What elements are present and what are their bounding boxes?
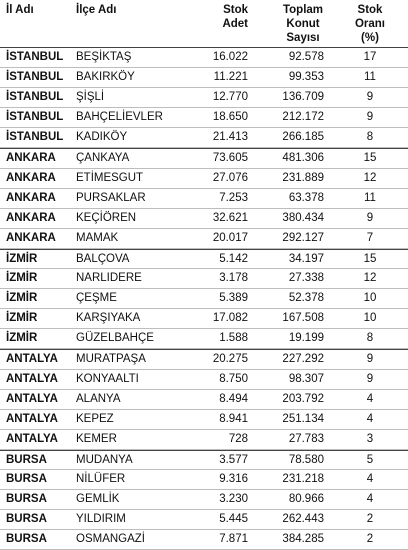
cell-il-adi: İZMİR [6, 332, 38, 345]
table-row [0, 169, 408, 189]
cell-stok-orani: 9 [366, 353, 374, 366]
cell-il-adi: ANTALYA [6, 432, 58, 445]
cell-ilce-adi: YILDIRIM [76, 513, 126, 526]
cell-stok-adet: 5.142 [219, 252, 248, 265]
cell-toplam-konut: 231.218 [282, 472, 324, 485]
cell-il-adi: ANKARA [6, 231, 56, 244]
cell-stok-orani: 9 [366, 91, 374, 104]
table-row [0, 48, 408, 68]
cell-il-adi: BURSA [6, 533, 47, 546]
cell-ilce-adi: BAHÇELİEVLER [76, 111, 163, 124]
cell-toplam-konut: 212.172 [282, 111, 324, 124]
cell-ilce-adi: KADIKÖY [76, 131, 128, 144]
header-toplam-line3: Sayısı [286, 32, 320, 44]
cell-toplam-konut: 384.285 [282, 533, 324, 546]
cell-toplam-konut: 78.580 [288, 453, 324, 466]
cell-stok-orani: 9 [366, 211, 374, 224]
cell-toplam-konut: 266.185 [282, 131, 324, 144]
table-row [0, 209, 408, 229]
table-row [0, 349, 408, 369]
cell-ilce-adi: KONYAALTI [76, 372, 139, 385]
cell-stok-adet: 18.650 [212, 111, 248, 124]
cell-il-adi: İSTANBUL [6, 91, 64, 104]
cell-toplam-konut: 231.889 [282, 171, 324, 184]
cell-ilce-adi: ETİMESGUT [76, 171, 144, 184]
header-ilce-adi: İlçe Adı [76, 4, 117, 16]
cell-il-adi: BURSA [6, 513, 47, 526]
cell-toplam-konut: 167.508 [282, 312, 324, 325]
cell-stok-adet: 728 [228, 432, 248, 445]
cell-toplam-konut: 136.709 [282, 91, 324, 104]
cell-stok-orani: 2 [366, 533, 374, 546]
cell-stok-orani: 4 [366, 412, 374, 425]
cell-ilce-adi: BAKIRKÖY [76, 71, 135, 84]
cell-ilce-adi: PURSAKLAR [76, 191, 146, 204]
cell-stok-orani: 7 [366, 231, 374, 244]
cell-stok-adet: 8.941 [219, 412, 248, 425]
cell-toplam-konut: 34.197 [288, 252, 324, 265]
table-row [0, 450, 408, 470]
cell-stok-orani: 17 [363, 51, 377, 63]
cell-ilce-adi: ŞİŞLİ [76, 91, 105, 104]
cell-ilce-adi: KEPEZ [76, 412, 114, 425]
cell-stok-adet: 8.494 [219, 392, 248, 405]
cell-stok-orani: 15 [363, 152, 377, 165]
cell-il-adi: BURSA [6, 453, 47, 466]
cell-il-adi: ANKARA [6, 171, 56, 184]
cell-stok-orani: 10 [363, 292, 377, 305]
cell-toplam-konut: 63.378 [288, 191, 324, 204]
table-row [0, 530, 408, 550]
header-toplam-konut-sayisi [268, 3, 338, 45]
cell-toplam-konut: 52.378 [288, 292, 324, 305]
cell-toplam-konut: 27.338 [288, 272, 324, 285]
cell-il-adi: İSTANBUL [6, 111, 64, 124]
table-row [0, 430, 408, 450]
table-row [0, 249, 408, 269]
cell-toplam-konut: 227.292 [282, 353, 324, 366]
cell-il-adi: ANTALYA [6, 412, 58, 425]
table-row [0, 148, 408, 168]
cell-stok-adet: 7.871 [219, 533, 248, 546]
cell-stok-orani: 8 [366, 131, 374, 144]
cell-il-adi: İSTANBUL [6, 51, 64, 63]
cell-stok-adet: 32.621 [212, 211, 248, 224]
cell-ilce-adi: BALÇOVA [76, 252, 130, 265]
table-row [0, 289, 408, 309]
cell-il-adi: İZMİR [6, 252, 38, 265]
cell-toplam-konut: 80.966 [288, 493, 324, 506]
cell-toplam-konut: 92.578 [288, 51, 324, 63]
cell-ilce-adi: KEMER [76, 432, 117, 445]
header-oran-line3: (%) [361, 32, 379, 44]
header-stok-adet-line2: Adet [222, 18, 248, 30]
cell-stok-orani: 12 [363, 171, 377, 184]
table-row [0, 470, 408, 490]
cell-toplam-konut: 99.353 [288, 71, 324, 84]
header-stok-adet [206, 3, 248, 31]
cell-il-adi: BURSA [6, 493, 47, 506]
cell-stok-adet: 17.082 [212, 312, 248, 325]
cell-ilce-adi: KEÇİÖREN [76, 211, 137, 224]
header-toplam-line1: Toplam [282, 4, 324, 16]
cell-ilce-adi: BEŞİKTAŞ [76, 51, 132, 63]
cell-stok-orani: 4 [366, 493, 374, 506]
table-row [0, 410, 408, 430]
cell-ilce-adi: NARLIDERE [76, 272, 142, 285]
cell-stok-orani: 11 [364, 71, 376, 84]
table-row [0, 108, 408, 128]
cell-ilce-adi: OSMANGAZİ [76, 533, 146, 546]
cell-il-adi: İZMİR [6, 312, 38, 325]
table-row [0, 490, 408, 510]
cell-stok-adet: 21.413 [212, 131, 248, 144]
cell-stok-adet: 5.445 [219, 513, 248, 526]
cell-stok-adet: 3.230 [219, 493, 248, 506]
header-oran-line1: Stok [357, 4, 383, 16]
cell-toplam-konut: 251.134 [282, 412, 324, 425]
cell-stok-adet: 12.770 [212, 91, 248, 104]
table-header [0, 0, 408, 48]
cell-stok-adet: 27.076 [212, 171, 248, 184]
cell-ilce-adi: GEMLİK [76, 493, 120, 506]
cell-il-adi: ANKARA [6, 191, 56, 204]
table-row [0, 329, 408, 349]
table-row [0, 88, 408, 108]
cell-il-adi: ANTALYA [6, 353, 58, 366]
cell-toplam-konut: 380.434 [282, 211, 324, 224]
cell-toplam-konut: 27.783 [288, 432, 324, 445]
table-row [0, 370, 408, 390]
header-oran-line2: Oranı [354, 18, 386, 30]
cell-ilce-adi: KARŞIYAKA [76, 312, 141, 325]
table-row [0, 128, 408, 148]
cell-il-adi: ANKARA [6, 211, 56, 224]
cell-toplam-konut: 292.127 [282, 231, 324, 244]
cell-stok-adet: 1.588 [219, 332, 248, 345]
table-row [0, 510, 408, 530]
header-toplam-line2: Konut [286, 18, 320, 30]
cell-stok-orani: 4 [366, 392, 374, 405]
cell-stok-orani: 8 [366, 332, 374, 345]
cell-ilce-adi: ÇEŞME [76, 292, 117, 305]
cell-ilce-adi: NİLÜFER [76, 472, 126, 485]
cell-toplam-konut: 262.443 [282, 513, 324, 526]
table-row [0, 309, 408, 329]
cell-stok-adet: 7.253 [219, 191, 248, 204]
cell-stok-orani: 3 [366, 432, 374, 445]
table-row [0, 390, 408, 410]
cell-stok-adet: 3.577 [219, 453, 248, 466]
cell-il-adi: ANKARA [6, 152, 56, 165]
cell-stok-adet: 73.605 [212, 152, 248, 165]
cell-stok-adet: 5.389 [219, 292, 248, 305]
cell-il-adi: ANTALYA [6, 392, 58, 405]
header-stok-orani [346, 3, 394, 45]
cell-stok-orani: 11 [364, 191, 376, 204]
cell-il-adi: İZMİR [6, 272, 38, 285]
table-row [0, 189, 408, 209]
cell-toplam-konut: 19.199 [288, 332, 324, 345]
cell-ilce-adi: MAMAK [76, 231, 119, 244]
cell-stok-orani: 12 [363, 272, 377, 285]
cell-stok-adet: 20.017 [212, 231, 248, 244]
cell-il-adi: BURSA [6, 472, 47, 485]
cell-ilce-adi: ÇANKAYA [76, 152, 130, 165]
cell-il-adi: İZMİR [6, 292, 38, 305]
cell-il-adi: İSTANBUL [6, 71, 64, 84]
header-il-adi: İl Adı [6, 4, 34, 16]
cell-toplam-konut: 98.307 [288, 372, 324, 385]
cell-stok-adet: 9.316 [219, 472, 248, 485]
table-row [0, 269, 408, 289]
cell-il-adi: İSTANBUL [6, 131, 64, 144]
cell-stok-orani: 5 [366, 453, 374, 466]
cell-toplam-konut: 203.792 [282, 392, 324, 405]
cell-stok-orani: 4 [366, 472, 374, 485]
cell-ilce-adi: GÜZELBAHÇE [76, 332, 154, 345]
cell-stok-adet: 11.221 [213, 71, 248, 84]
table-body [0, 48, 408, 550]
cell-ilce-adi: ALANYA [76, 392, 121, 405]
cell-stok-orani: 9 [366, 372, 374, 385]
table-row [0, 229, 408, 249]
cell-stok-orani: 10 [363, 312, 377, 325]
cell-il-adi: ANTALYA [6, 372, 58, 385]
cell-stok-orani: 9 [366, 111, 374, 124]
cell-ilce-adi: MUDANYA [76, 453, 133, 466]
cell-stok-orani: 15 [363, 252, 377, 265]
cell-stok-orani: 2 [366, 513, 374, 526]
cell-stok-adet: 3.178 [219, 272, 248, 285]
cell-stok-adet: 20.275 [212, 353, 248, 366]
table-row [0, 68, 408, 88]
cell-stok-adet: 16.022 [212, 51, 248, 63]
cell-toplam-konut: 481.306 [282, 152, 324, 165]
cell-stok-adet: 8.750 [219, 372, 248, 385]
header-stok-adet-line1: Stok [223, 4, 248, 16]
cell-ilce-adi: MURATPAŞA [76, 353, 146, 366]
